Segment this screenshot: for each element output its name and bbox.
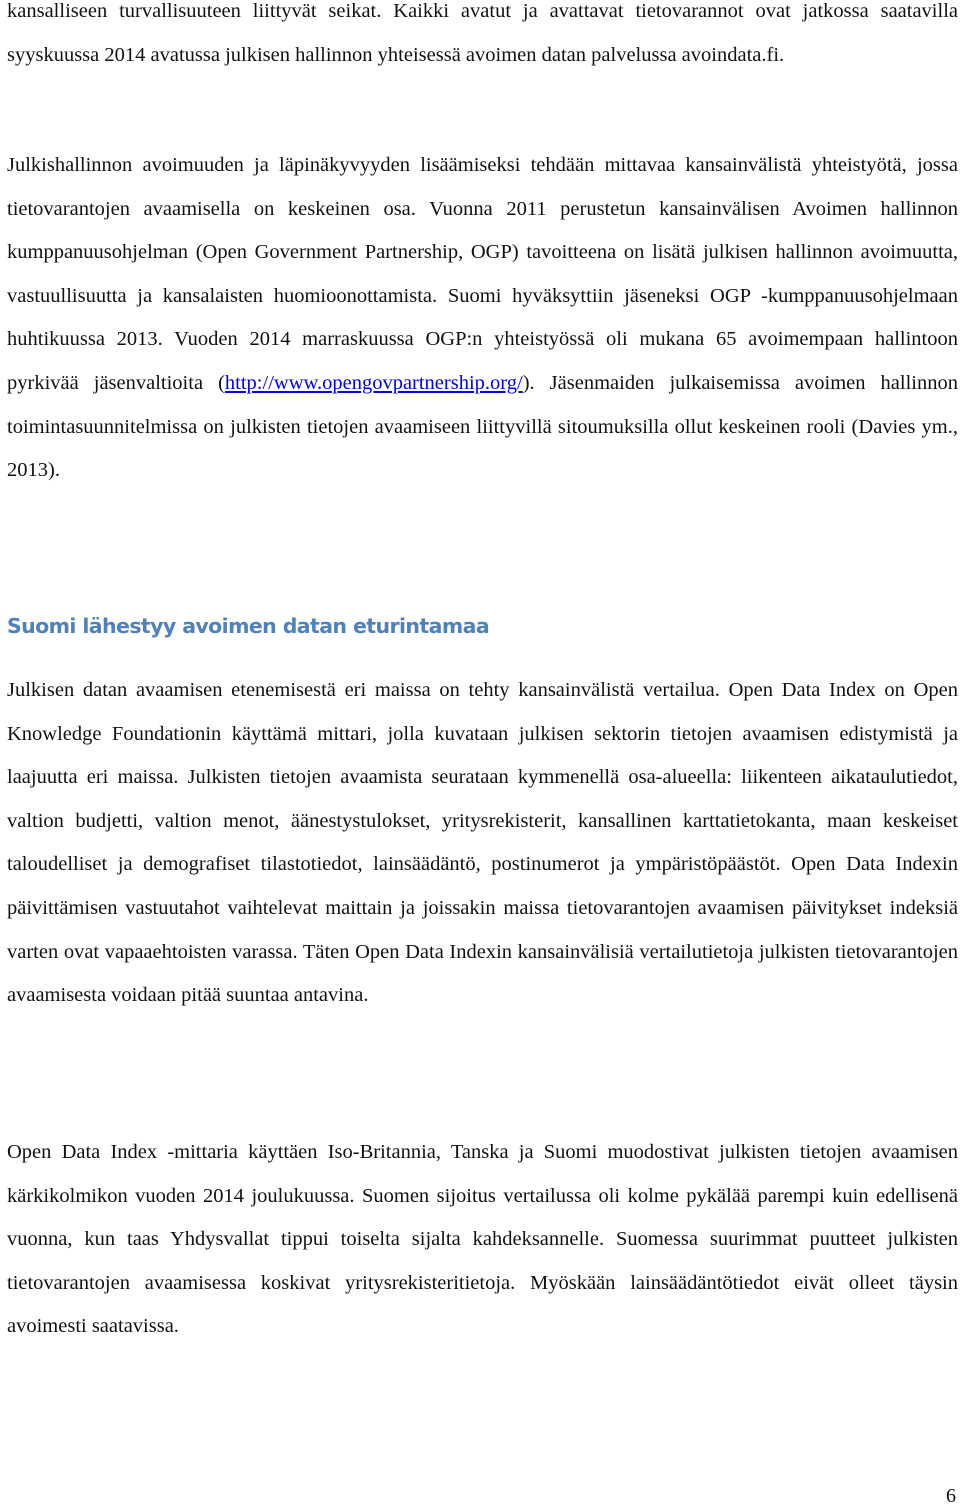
paragraph-3 (7, 669, 958, 1018)
paragraph-2-text-before-link: Julkishallinnon avoimuuden ja läpinäkyvyyden lisäämiseksi tehdään mittavaa kansainvälistä yhteistyötä, jossa tietovarantojen avaamisella on keskeinen osa. Vuonna 2011 perustetun kansainvälisen Avoimen hallinnon kumppanuusohjelman (Open Government Partnership, OGP) tavoitteena on lisätä julkisen hallinnon avoimuutta, vastuullisuutta ja kansalaisten huomioonottamista. Suomi hyväksyttiin jäseneksi OGP -kumppanuusohjelmaan huhtikuussa 2013. Vuoden 2014 marraskuussa OGP:n yhteistyössä oli mukana 65 avoimempaan hallintoon pyrkivää jäsenvaltioita ( (7, 154, 958, 394)
section-heading: Suomi lähestyy avoimen datan eturintamaa (7, 614, 490, 638)
paragraph-1 (7, 0, 958, 77)
paragraph-4-text: Open Data Index -mittaria käyttäen Iso-Britannia, Tanska ja Suomi muodostivat julkisten tietojen avaamisen kärkikolmikon vuoden 2014 joulukuussa. Suomen sijoitus vertailussa oli kolme pykälää parempi kuin edellisenä vuonna, kun taas Yhdysvallat tippui toiselta sijalta kahdeksannelle. Suomessa suurimmat puutteet julkisten tietovarantojen avaamisessa koskivat yritysrekisteritietoja. Myöskään lainsäädäntötiedot eivät olleet täysin avoimesti saatavissa. (7, 1141, 958, 1338)
ogp-link[interactable]: http://www.opengovpartnership.org/ (224, 371, 523, 394)
paragraph-3-text: Julkisen datan avaamisen etenemisestä eri maissa on tehty kansainvälistä vertailua. Open Data Index on Open Knowledge Foundationin käyttämä mittari, jolla kuvataan julkisen sektorin tietojen avaamisen edistymistä ja laajuutta eri maissa. Julkisten tietojen avaamista seurataan kymmenellä osa-alueella: liikenteen aikataulutiedot, valtion budjetti, valtion menot, äänestystulokset, yritysrekisterit, kansallinen karttatietokanta, maan keskeiset taloudelliset ja demografiset tilastotiedot, lainsäädäntö, postinumerot ja ympäristöpäästöt. Open Data Indexin päivittämisen vastuutahot vaihtelevat maittain ja joissakin maissa tietovarantojen avaamisen päivitykset indeksiä varten ovat vapaaehtoisten varassa. Täten Open Data Indexin kansainvälisiä vertailutietoja julkisten tietovarantojen avaamisesta voidaan pitää suuntaa antavina. (7, 679, 958, 1007)
page-number: 6 (946, 1485, 956, 1507)
paragraph-1-text: kansalliseen turvallisuuteen liittyvät seikat. Kaikki avatut ja avattavat tietovarannot ovat jatkossa saatavilla syyskuussa 2014 avatussa julkisen hallinnon yhteisessä avoimen datan palvelussa avoindata.fi. (7, 0, 958, 66)
paragraph-2-text-after-link: ). Jäsenmaiden julkaisemissa avoimen hallinnon toimintasuunnitelmissa on julkisten tietojen avaamiseen liittyvillä sitoumuksilla ollut keskeinen rooli (Davies ym., 2013). (7, 371, 958, 482)
paragraph-4 (7, 1131, 958, 1349)
paragraph-2 (7, 144, 958, 493)
